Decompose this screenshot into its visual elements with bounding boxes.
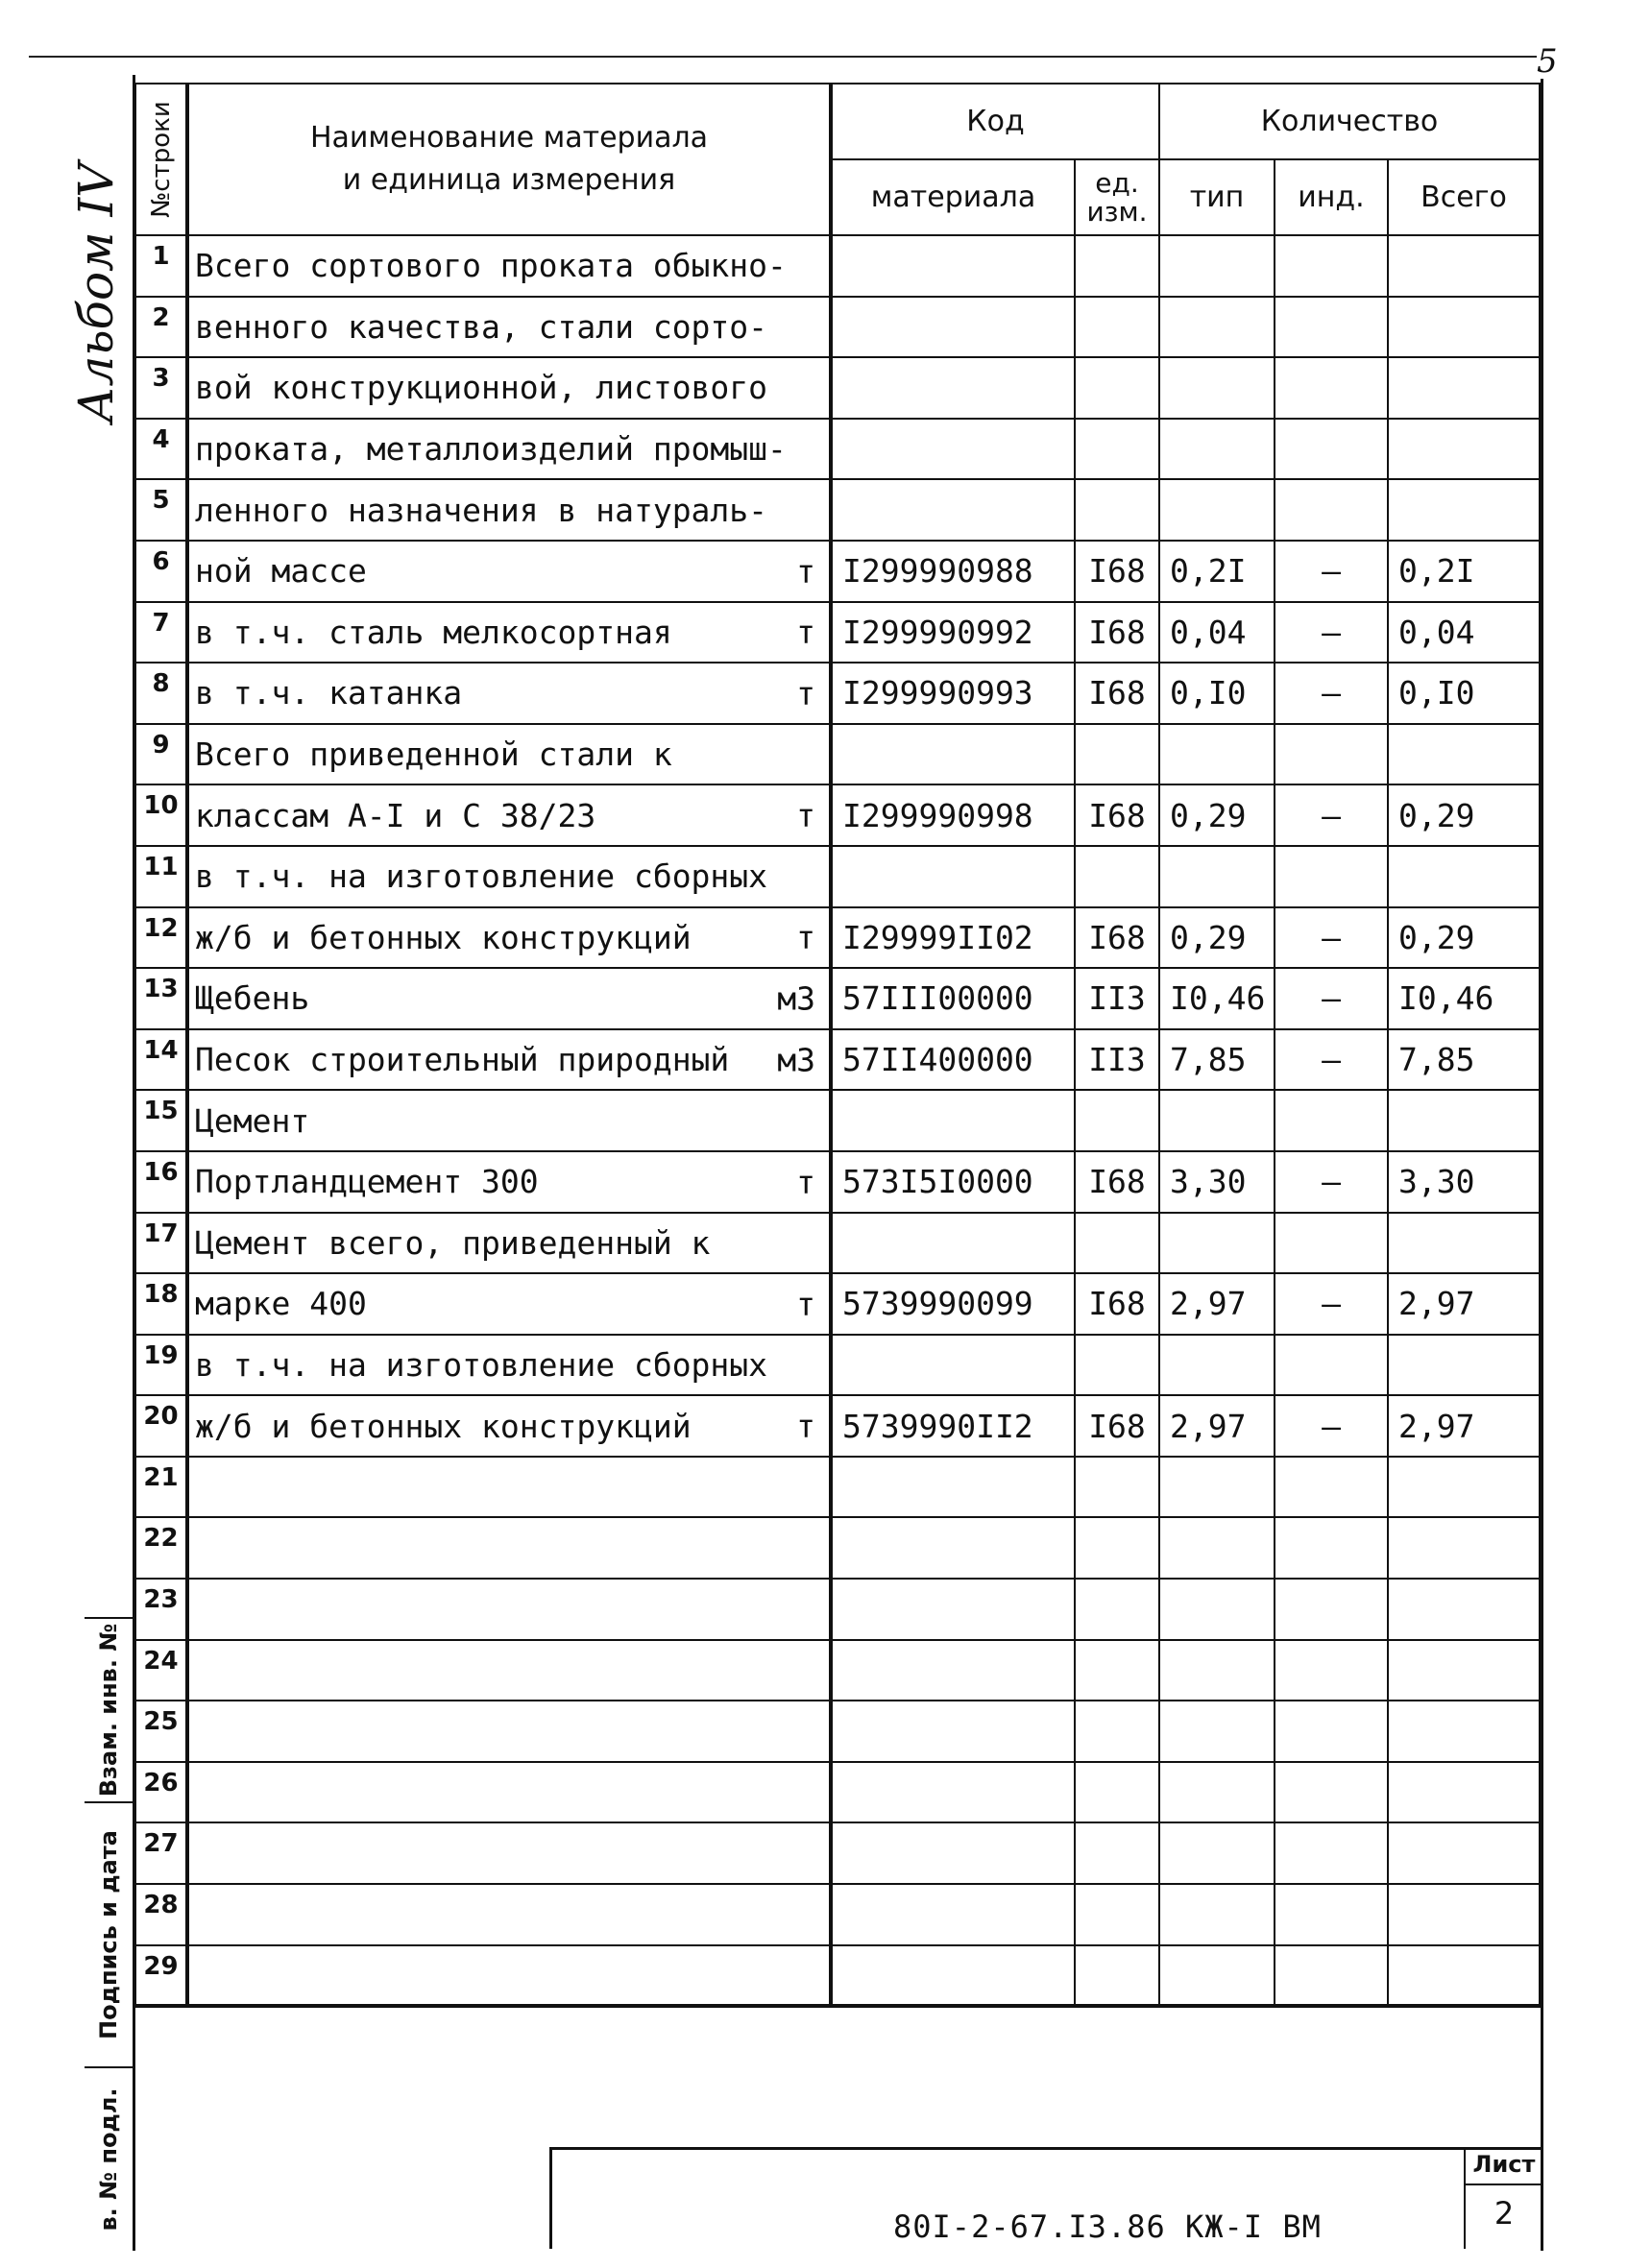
top-rule xyxy=(29,56,1537,58)
unit-code-cell: I68 xyxy=(1075,907,1159,969)
row-number-cell: 28 xyxy=(135,1884,187,1945)
material-name-cell xyxy=(187,235,831,297)
material-name-cell xyxy=(187,1579,831,1640)
qty-type-cell xyxy=(1159,1090,1275,1151)
material-name: марке 400 xyxy=(195,1285,367,1323)
material-name-cell xyxy=(187,1945,831,2007)
qty-ind-cell: – xyxy=(1275,907,1388,969)
row-number-cell: 9 xyxy=(135,724,187,785)
material-code-cell: I29999II02 xyxy=(831,907,1075,969)
qty-ind-cell xyxy=(1275,1457,1388,1518)
material-name-cell xyxy=(187,968,831,1029)
stamp-signature-date: Подпись и дата xyxy=(85,1803,133,2068)
row-number-cell: 23 xyxy=(135,1579,187,1640)
row-number-cell: 26 xyxy=(135,1762,187,1823)
qty-total-cell: 0,04 xyxy=(1388,602,1540,664)
unit-code-cell xyxy=(1075,1822,1159,1884)
material-name-cell xyxy=(187,602,831,664)
unit-code-cell xyxy=(1075,235,1159,297)
material-code-cell xyxy=(831,1762,1075,1823)
qty-total-cell xyxy=(1388,1090,1540,1151)
unit-code-cell: II3 xyxy=(1075,968,1159,1029)
row-number-cell: 17 xyxy=(135,1213,187,1274)
row-number-cell: 29 xyxy=(135,1945,187,2007)
unit-code-cell xyxy=(1075,1517,1159,1579)
material-unit: м3 xyxy=(777,979,815,1018)
material-name-cell xyxy=(187,357,831,419)
material-name-cell xyxy=(187,479,831,541)
qty-ind-cell: – xyxy=(1275,541,1388,602)
row-number-cell: 15 xyxy=(135,1090,187,1151)
header-qty-ind: инд. xyxy=(1275,159,1388,235)
qty-ind-cell xyxy=(1275,1517,1388,1579)
qty-total-cell xyxy=(1388,1335,1540,1396)
material-name-cell xyxy=(187,1822,831,1884)
material-code-cell xyxy=(831,724,1075,785)
material-name: вой конструкционной, листового xyxy=(195,369,768,407)
frame-right-border xyxy=(1541,79,1543,2251)
table-row xyxy=(135,1884,1540,1945)
table-row xyxy=(135,1640,1540,1701)
title-block-left-line xyxy=(549,2147,552,2249)
qty-ind-cell xyxy=(1275,297,1388,358)
table-row xyxy=(135,1701,1540,1762)
unit-code-cell xyxy=(1075,1945,1159,2007)
album-label: Альбом IV xyxy=(68,162,124,423)
row-number-cell: 11 xyxy=(135,846,187,907)
header-code-unit: ед. изм. xyxy=(1075,159,1159,235)
qty-ind-cell: – xyxy=(1275,1151,1388,1213)
table-row xyxy=(135,1335,1540,1396)
qty-type-cell: 0,04 xyxy=(1159,602,1275,664)
unit-code-cell xyxy=(1075,846,1159,907)
material-name-cell xyxy=(187,907,831,969)
qty-ind-cell xyxy=(1275,1822,1388,1884)
qty-ind-cell: – xyxy=(1275,1029,1388,1091)
qty-total-cell xyxy=(1388,297,1540,358)
row-number-cell: 19 xyxy=(135,1335,187,1396)
material-name: в т.ч. на изготовление сборных xyxy=(195,1345,768,1384)
material-code-cell xyxy=(831,419,1075,480)
header-code: Код xyxy=(831,84,1159,159)
sheet-label: Лист xyxy=(1472,2151,1536,2178)
qty-total-cell xyxy=(1388,1945,1540,2007)
material-code-cell xyxy=(831,846,1075,907)
qty-type-cell: 0,29 xyxy=(1159,907,1275,969)
material-code-cell: 573I5I0000 xyxy=(831,1151,1075,1213)
qty-total-cell: 0,29 xyxy=(1388,907,1540,969)
unit-code-cell xyxy=(1075,1335,1159,1396)
material-unit: т xyxy=(796,918,815,956)
qty-type-cell xyxy=(1159,419,1275,480)
row-number-cell: 27 xyxy=(135,1822,187,1884)
material-name: проката, металлоизделий промыш- xyxy=(195,430,787,469)
qty-ind-cell: – xyxy=(1275,1273,1388,1335)
material-code-cell: I299990992 xyxy=(831,602,1075,664)
material-code-cell xyxy=(831,1457,1075,1518)
qty-total-cell: I0,46 xyxy=(1388,968,1540,1029)
qty-type-cell xyxy=(1159,297,1275,358)
row-number-cell: 18 xyxy=(135,1273,187,1335)
material-unit: т xyxy=(796,1163,815,1201)
material-code-cell xyxy=(831,1517,1075,1579)
qty-ind-cell xyxy=(1275,1762,1388,1823)
row-number-cell: 25 xyxy=(135,1701,187,1762)
qty-total-cell xyxy=(1388,1457,1540,1518)
qty-ind-cell xyxy=(1275,479,1388,541)
header-material-name: Наименование материала и единица измерения xyxy=(187,84,831,235)
qty-type-cell xyxy=(1159,1579,1275,1640)
qty-total-cell xyxy=(1388,479,1540,541)
material-name-cell xyxy=(187,1517,831,1579)
material-code-cell: I299990993 xyxy=(831,663,1075,724)
qty-ind-cell xyxy=(1275,235,1388,297)
material-unit: т xyxy=(796,1285,815,1323)
material-code-cell xyxy=(831,1335,1075,1396)
qty-type-cell xyxy=(1159,1335,1275,1396)
qty-type-cell: 2,97 xyxy=(1159,1395,1275,1457)
qty-type-cell xyxy=(1159,357,1275,419)
material-unit: т xyxy=(796,613,815,651)
table-row xyxy=(135,602,1540,664)
qty-type-cell xyxy=(1159,846,1275,907)
unit-code-cell xyxy=(1075,357,1159,419)
qty-type-cell xyxy=(1159,1822,1275,1884)
material-unit: м3 xyxy=(777,1041,815,1079)
qty-ind-cell: – xyxy=(1275,602,1388,664)
qty-ind-cell xyxy=(1275,1701,1388,1762)
material-name-cell xyxy=(187,1701,831,1762)
material-code-cell xyxy=(831,1701,1075,1762)
qty-total-cell xyxy=(1388,1640,1540,1701)
material-name: Портландцемент 300 xyxy=(195,1163,539,1201)
unit-code-cell xyxy=(1075,297,1159,358)
qty-ind-cell xyxy=(1275,724,1388,785)
stamp-inv-original: в. № подл. xyxy=(95,2087,122,2232)
qty-type-cell xyxy=(1159,1945,1275,2007)
unit-code-cell xyxy=(1075,1090,1159,1151)
qty-total-cell: 3,30 xyxy=(1388,1151,1540,1213)
unit-code-cell: I68 xyxy=(1075,541,1159,602)
unit-code-cell: I68 xyxy=(1075,602,1159,664)
qty-type-cell xyxy=(1159,724,1275,785)
row-number-cell: 21 xyxy=(135,1457,187,1518)
row-number-cell: 12 xyxy=(135,907,187,969)
qty-total-cell: 0,I0 xyxy=(1388,663,1540,724)
material-name: классам А-I и С 38/23 xyxy=(195,796,596,834)
material-code-cell: 5739990II2 xyxy=(831,1395,1075,1457)
qty-ind-cell xyxy=(1275,419,1388,480)
qty-type-cell: 0,I0 xyxy=(1159,663,1275,724)
material-code-cell: 5739990099 xyxy=(831,1273,1075,1335)
header-qty-type: тип xyxy=(1159,159,1275,235)
unit-code-cell xyxy=(1075,1701,1159,1762)
table-row xyxy=(135,968,1540,1029)
header-row-number: №строки xyxy=(135,84,187,235)
table-row xyxy=(135,907,1540,969)
table-row xyxy=(135,1822,1540,1884)
material-code-cell xyxy=(831,479,1075,541)
material-code-cell: 57III00000 xyxy=(831,968,1075,1029)
unit-code-cell xyxy=(1075,1213,1159,1274)
qty-ind-cell xyxy=(1275,846,1388,907)
qty-type-cell xyxy=(1159,1457,1275,1518)
qty-ind-cell xyxy=(1275,1335,1388,1396)
qty-total-cell xyxy=(1388,1517,1540,1579)
row-number-cell: 6 xyxy=(135,541,187,602)
material-code-cell xyxy=(831,1213,1075,1274)
material-unit: т xyxy=(796,1407,815,1445)
material-code-cell xyxy=(831,1945,1075,2007)
material-code-cell: I299990988 xyxy=(831,541,1075,602)
table-row xyxy=(135,1151,1540,1213)
material-unit: т xyxy=(796,796,815,834)
qty-total-cell xyxy=(1388,357,1540,419)
qty-total-cell xyxy=(1388,724,1540,785)
material-name-cell xyxy=(187,297,831,358)
material-name-cell xyxy=(187,1213,831,1274)
row-number-cell: 22 xyxy=(135,1517,187,1579)
qty-total-cell xyxy=(1388,1579,1540,1640)
side-stamp-column xyxy=(85,1617,135,2251)
unit-code-cell xyxy=(1075,479,1159,541)
qty-type-cell: 0,2I xyxy=(1159,541,1275,602)
material-name-cell xyxy=(187,1884,831,1945)
material-name-cell xyxy=(187,1395,831,1457)
qty-total-cell xyxy=(1388,846,1540,907)
qty-type-cell xyxy=(1159,1213,1275,1274)
document-code: 80I-2-67.I3.86 КЖ-I ВМ xyxy=(893,2208,1322,2245)
table-row xyxy=(135,297,1540,358)
material-name: Цемент xyxy=(195,1101,310,1140)
unit-code-cell: I68 xyxy=(1075,1273,1159,1335)
unit-code-cell xyxy=(1075,1579,1159,1640)
qty-total-cell: 7,85 xyxy=(1388,1029,1540,1091)
material-name-cell xyxy=(187,1151,831,1213)
qty-type-cell xyxy=(1159,1701,1275,1762)
qty-type-cell xyxy=(1159,1762,1275,1823)
material-name: в т.ч. сталь мелкосортная xyxy=(195,613,672,651)
material-name-cell xyxy=(187,846,831,907)
unit-code-cell xyxy=(1075,1457,1159,1518)
row-number-cell: 14 xyxy=(135,1029,187,1091)
qty-ind-cell xyxy=(1275,357,1388,419)
material-code-cell xyxy=(831,357,1075,419)
table-row xyxy=(135,1945,1540,2007)
material-name-cell xyxy=(187,724,831,785)
material-name-cell xyxy=(187,1762,831,1823)
qty-type-cell xyxy=(1159,235,1275,297)
qty-ind-cell: – xyxy=(1275,968,1388,1029)
row-number-cell: 2 xyxy=(135,297,187,358)
row-number-cell: 1 xyxy=(135,235,187,297)
table-row xyxy=(135,1579,1540,1640)
table-row xyxy=(135,235,1540,297)
header-code-material: материала xyxy=(831,159,1075,235)
material-code-cell xyxy=(831,297,1075,358)
qty-total-cell xyxy=(1388,1822,1540,1884)
qty-ind-cell xyxy=(1275,1640,1388,1701)
material-name: Цемент всего, приведенный к xyxy=(195,1223,711,1262)
material-name-cell xyxy=(187,1273,831,1335)
qty-type-cell: 3,30 xyxy=(1159,1151,1275,1213)
material-name-cell xyxy=(187,1029,831,1091)
qty-ind-cell xyxy=(1275,1213,1388,1274)
qty-total-cell xyxy=(1388,1213,1540,1274)
qty-total-cell: 0,2I xyxy=(1388,541,1540,602)
table-row xyxy=(135,1029,1540,1091)
sheet-box xyxy=(1464,2147,1542,2249)
material-name-cell xyxy=(187,1640,831,1701)
table-row xyxy=(135,663,1540,724)
qty-total-cell: 2,97 xyxy=(1388,1395,1540,1457)
table-row xyxy=(135,1273,1540,1335)
material-name: ж/б и бетонных конструкций xyxy=(195,918,692,956)
material-name: Песок строительный природный xyxy=(195,1041,730,1079)
qty-ind-cell xyxy=(1275,1090,1388,1151)
material-name-cell xyxy=(187,419,831,480)
material-name-cell xyxy=(187,663,831,724)
row-number-cell: 5 xyxy=(135,479,187,541)
row-number-cell: 3 xyxy=(135,357,187,419)
qty-total-cell xyxy=(1388,1701,1540,1762)
material-name-cell xyxy=(187,1090,831,1151)
table-row xyxy=(135,1517,1540,1579)
material-name: ж/б и бетонных конструкций xyxy=(195,1407,692,1445)
material-name: ленного назначения в натураль- xyxy=(195,491,768,529)
material-code-cell xyxy=(831,1090,1075,1151)
table-row xyxy=(135,419,1540,480)
material-code-cell xyxy=(831,1579,1075,1640)
unit-code-cell xyxy=(1075,724,1159,785)
unit-code-cell xyxy=(1075,1640,1159,1701)
table-row xyxy=(135,784,1540,846)
material-name: в т.ч. катанка xyxy=(195,674,463,712)
unit-code-cell: I68 xyxy=(1075,1395,1159,1457)
page-number-top: 5 xyxy=(1537,42,1558,81)
specification-table xyxy=(134,83,1541,2008)
qty-ind-cell xyxy=(1275,1579,1388,1640)
table-row xyxy=(135,1395,1540,1457)
qty-ind-cell: – xyxy=(1275,663,1388,724)
qty-type-cell xyxy=(1159,1517,1275,1579)
material-unit: т xyxy=(796,552,815,591)
row-number-cell: 7 xyxy=(135,602,187,664)
material-code-cell: I299990998 xyxy=(831,784,1075,846)
row-number-cell: 24 xyxy=(135,1640,187,1701)
title-block-top-line xyxy=(549,2147,1541,2150)
material-name: венного качества, стали сорто- xyxy=(195,307,768,346)
qty-type-cell: I0,46 xyxy=(1159,968,1275,1029)
row-number-cell: 20 xyxy=(135,1395,187,1457)
qty-type-cell xyxy=(1159,479,1275,541)
table-row xyxy=(135,1762,1540,1823)
material-name-cell xyxy=(187,1457,831,1518)
material-code-cell: 57II400000 xyxy=(831,1029,1075,1091)
qty-total-cell xyxy=(1388,419,1540,480)
qty-total-cell: 2,97 xyxy=(1388,1273,1540,1335)
material-code-cell xyxy=(831,1884,1075,1945)
sheet-number: 2 xyxy=(1493,2195,1515,2232)
table-row xyxy=(135,541,1540,602)
material-name: Всего сортового проката обыкно- xyxy=(195,247,787,285)
row-number-cell: 13 xyxy=(135,968,187,1029)
material-name: в т.ч. на изготовление сборных xyxy=(195,857,768,896)
stamp-replace-inv: Взам. инв. № xyxy=(85,1619,133,1803)
material-code-cell xyxy=(831,1822,1075,1884)
material-name-cell xyxy=(187,784,831,846)
table-row xyxy=(135,846,1540,907)
qty-ind-cell: – xyxy=(1275,1395,1388,1457)
table-row xyxy=(135,1213,1540,1274)
material-name: Щебень xyxy=(195,979,310,1018)
unit-code-cell xyxy=(1075,1884,1159,1945)
table-row xyxy=(135,357,1540,419)
qty-type-cell xyxy=(1159,1640,1275,1701)
material-unit: т xyxy=(796,674,815,712)
table-row xyxy=(135,1090,1540,1151)
row-number-cell: 16 xyxy=(135,1151,187,1213)
qty-type-cell: 2,97 xyxy=(1159,1273,1275,1335)
material-code-cell xyxy=(831,1640,1075,1701)
qty-type-cell: 0,29 xyxy=(1159,784,1275,846)
material-name-cell xyxy=(187,541,831,602)
material-name: Всего приведенной стали к xyxy=(195,736,672,774)
qty-total-cell xyxy=(1388,1884,1540,1945)
unit-code-cell: II3 xyxy=(1075,1029,1159,1091)
header-qty-total: Всего xyxy=(1388,159,1540,235)
qty-ind-cell: – xyxy=(1275,784,1388,846)
qty-total-cell: 0,29 xyxy=(1388,784,1540,846)
qty-type-cell xyxy=(1159,1884,1275,1945)
material-name-cell xyxy=(187,1335,831,1396)
row-number-cell: 8 xyxy=(135,663,187,724)
qty-ind-cell xyxy=(1275,1945,1388,2007)
table-row xyxy=(135,479,1540,541)
header-quantity: Количество xyxy=(1159,84,1540,159)
row-number-cell: 4 xyxy=(135,419,187,480)
unit-code-cell xyxy=(1075,1762,1159,1823)
unit-code-cell xyxy=(1075,419,1159,480)
material-name: ной массе xyxy=(195,552,367,591)
unit-code-cell: I68 xyxy=(1075,663,1159,724)
qty-ind-cell xyxy=(1275,1884,1388,1945)
unit-code-cell: I68 xyxy=(1075,784,1159,846)
qty-total-cell xyxy=(1388,1762,1540,1823)
qty-total-cell xyxy=(1388,235,1540,297)
material-code-cell xyxy=(831,235,1075,297)
table-row xyxy=(135,1457,1540,1518)
table-row xyxy=(135,724,1540,785)
unit-code-cell: I68 xyxy=(1075,1151,1159,1213)
qty-type-cell: 7,85 xyxy=(1159,1029,1275,1091)
row-number-cell: 10 xyxy=(135,784,187,846)
